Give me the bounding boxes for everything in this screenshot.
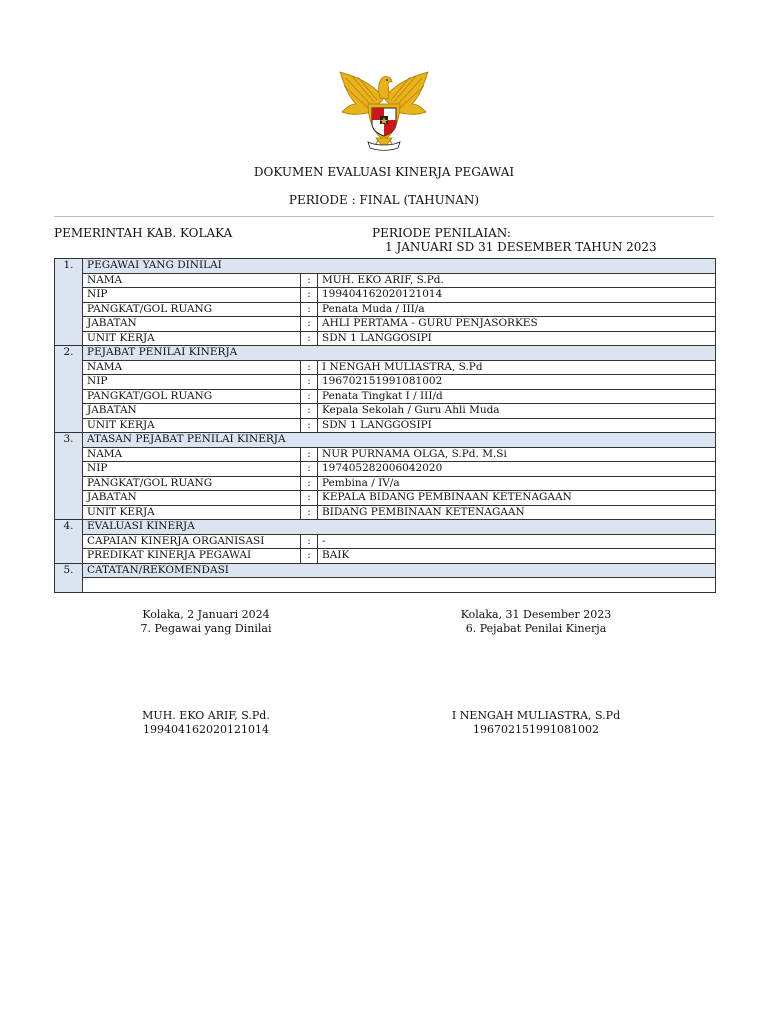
section-header-row <box>55 520 716 535</box>
field-label: PANGKAT/GOL RUANG <box>83 389 301 404</box>
field-label: UNIT KERJA <box>83 331 301 346</box>
table-row <box>55 462 716 477</box>
field-value: Penata Tingkat I / III/d <box>318 389 716 404</box>
field-value: KEPALA BIDANG PEMBINAAN KETENAGAAN <box>318 491 716 506</box>
table-row <box>55 331 716 346</box>
table-row <box>55 418 716 433</box>
section-number: 3. <box>55 433 83 520</box>
field-value: BIDANG PEMBINAAN KETENAGAAN <box>318 505 716 520</box>
table-row <box>55 404 716 419</box>
table-row <box>55 447 716 462</box>
section-title: PEGAWAI YANG DINILAI <box>83 259 716 274</box>
field-label: NAMA <box>83 360 301 375</box>
colon-separator: : <box>301 404 318 419</box>
field-value: AHLI PERTAMA - GURU PENJASORKES <box>318 317 716 332</box>
field-label: PANGKAT/GOL RUANG <box>83 476 301 491</box>
garuda-emblem <box>334 68 434 154</box>
colon-separator: : <box>301 447 318 462</box>
field-value: 197405282006042020 <box>318 462 716 477</box>
field-value: - <box>318 534 716 549</box>
field-value: 196702151991081002 <box>318 375 716 390</box>
section-title: ATASAN PEJABAT PENILAI KINERJA <box>83 433 716 448</box>
colon-separator: : <box>301 288 318 303</box>
field-label: NIP <box>83 462 301 477</box>
field-value: I NENGAH MULIASTRA, S.Pd <box>318 360 716 375</box>
field-label: JABATAN <box>83 491 301 506</box>
colon-separator: : <box>301 360 318 375</box>
table-row <box>55 389 716 404</box>
section-number: 5. <box>55 563 83 592</box>
colon-separator: : <box>301 549 318 564</box>
signature-right-block <box>436 709 636 737</box>
government-label: PEMERINTAH KAB. KOLAKA <box>54 226 233 240</box>
colon-separator: : <box>301 302 318 317</box>
table-row <box>55 375 716 390</box>
field-value: Pembina / IV/a <box>318 476 716 491</box>
table-row <box>55 476 716 491</box>
colon-separator: : <box>301 491 318 506</box>
colon-separator: : <box>301 476 318 491</box>
colon-separator: : <box>301 331 318 346</box>
assessment-period-value: 1 JANUARI SD 31 DESEMBER TAHUN 2023 <box>385 240 657 254</box>
field-value: NUR PURNAMA OLGA, S.Pd. M.Si <box>318 447 716 462</box>
evaluation-table <box>54 258 716 593</box>
signature-right-name: I NENGAH MULIASTRA, S.Pd <box>451 709 621 722</box>
field-label: UNIT KERJA <box>83 418 301 433</box>
section-title: CATATAN/REKOMENDASI <box>83 563 716 578</box>
field-label: CAPAIAN KINERJA ORGANISASI <box>83 534 301 549</box>
assessment-period <box>372 226 657 254</box>
section-number: 4. <box>55 520 83 564</box>
section-title: EVALUASI KINERJA <box>83 520 716 535</box>
colon-separator: : <box>301 534 318 549</box>
signature-right-role: 6. Pejabat Penilai Kinerja <box>465 622 607 635</box>
section-header-row <box>55 346 716 361</box>
assessment-period-label: PERIODE PENILAIAN: <box>372 226 511 240</box>
field-label: PANGKAT/GOL RUANG <box>83 302 301 317</box>
colon-separator: : <box>301 505 318 520</box>
field-label: NIP <box>83 288 301 303</box>
table-row <box>55 534 716 549</box>
signature-right-date: Kolaka, 31 Desember 2023 <box>460 608 612 621</box>
document-title: DOKUMEN EVALUASI KINERJA PEGAWAI <box>253 165 515 179</box>
field-label: NAMA <box>83 273 301 288</box>
field-value: MUH. EKO ARIF, S.Pd. <box>318 273 716 288</box>
field-label: UNIT KERJA <box>83 505 301 520</box>
field-value: Kepala Sekolah / Guru Ahli Muda <box>318 404 716 419</box>
signature-left-block <box>106 709 306 737</box>
signature-right-nip: 196702151991081002 <box>473 723 599 736</box>
colon-separator: : <box>301 462 318 477</box>
field-value: BAIK <box>318 549 716 564</box>
colon-separator: : <box>301 273 318 288</box>
table-row <box>55 549 716 564</box>
signature-right-heading <box>436 608 636 636</box>
table-row <box>55 360 716 375</box>
section-title: PEJABAT PENILAI KINERJA <box>83 346 716 361</box>
notes-row <box>55 578 716 593</box>
table-row <box>55 505 716 520</box>
field-value: 199404162020121014 <box>318 288 716 303</box>
field-label: PREDIKAT KINERJA PEGAWAI <box>83 549 301 564</box>
table-row <box>55 288 716 303</box>
signature-left-role: 7. Pegawai yang Dinilai <box>140 622 272 635</box>
signature-left-name: MUH. EKO ARIF, S.Pd. <box>142 709 270 722</box>
document-period: PERIODE : FINAL (TAHUNAN) <box>288 193 480 207</box>
field-label: NAMA <box>83 447 301 462</box>
notes-content <box>83 578 716 593</box>
signature-left-date: Kolaka, 2 Januari 2024 <box>142 608 270 621</box>
section-header-row <box>55 433 716 448</box>
field-value: Penata Muda / III/a <box>318 302 716 317</box>
section-header-row <box>55 259 716 274</box>
colon-separator: : <box>301 418 318 433</box>
table-row <box>55 491 716 506</box>
field-value: SDN 1 LANGGOSIPI <box>318 331 716 346</box>
section-number: 2. <box>55 346 83 433</box>
section-number: 1. <box>55 259 83 346</box>
field-label: JABATAN <box>83 404 301 419</box>
signature-left-nip: 199404162020121014 <box>143 723 269 736</box>
field-value: SDN 1 LANGGOSIPI <box>318 418 716 433</box>
section-header-row <box>55 563 716 578</box>
colon-separator: : <box>301 375 318 390</box>
signature-left-heading <box>106 608 306 636</box>
table-row <box>55 273 716 288</box>
table-row <box>55 302 716 317</box>
colon-separator: : <box>301 389 318 404</box>
header-divider <box>54 216 714 217</box>
colon-separator: : <box>301 317 318 332</box>
field-label: NIP <box>83 375 301 390</box>
table-row <box>55 317 716 332</box>
field-label: JABATAN <box>83 317 301 332</box>
